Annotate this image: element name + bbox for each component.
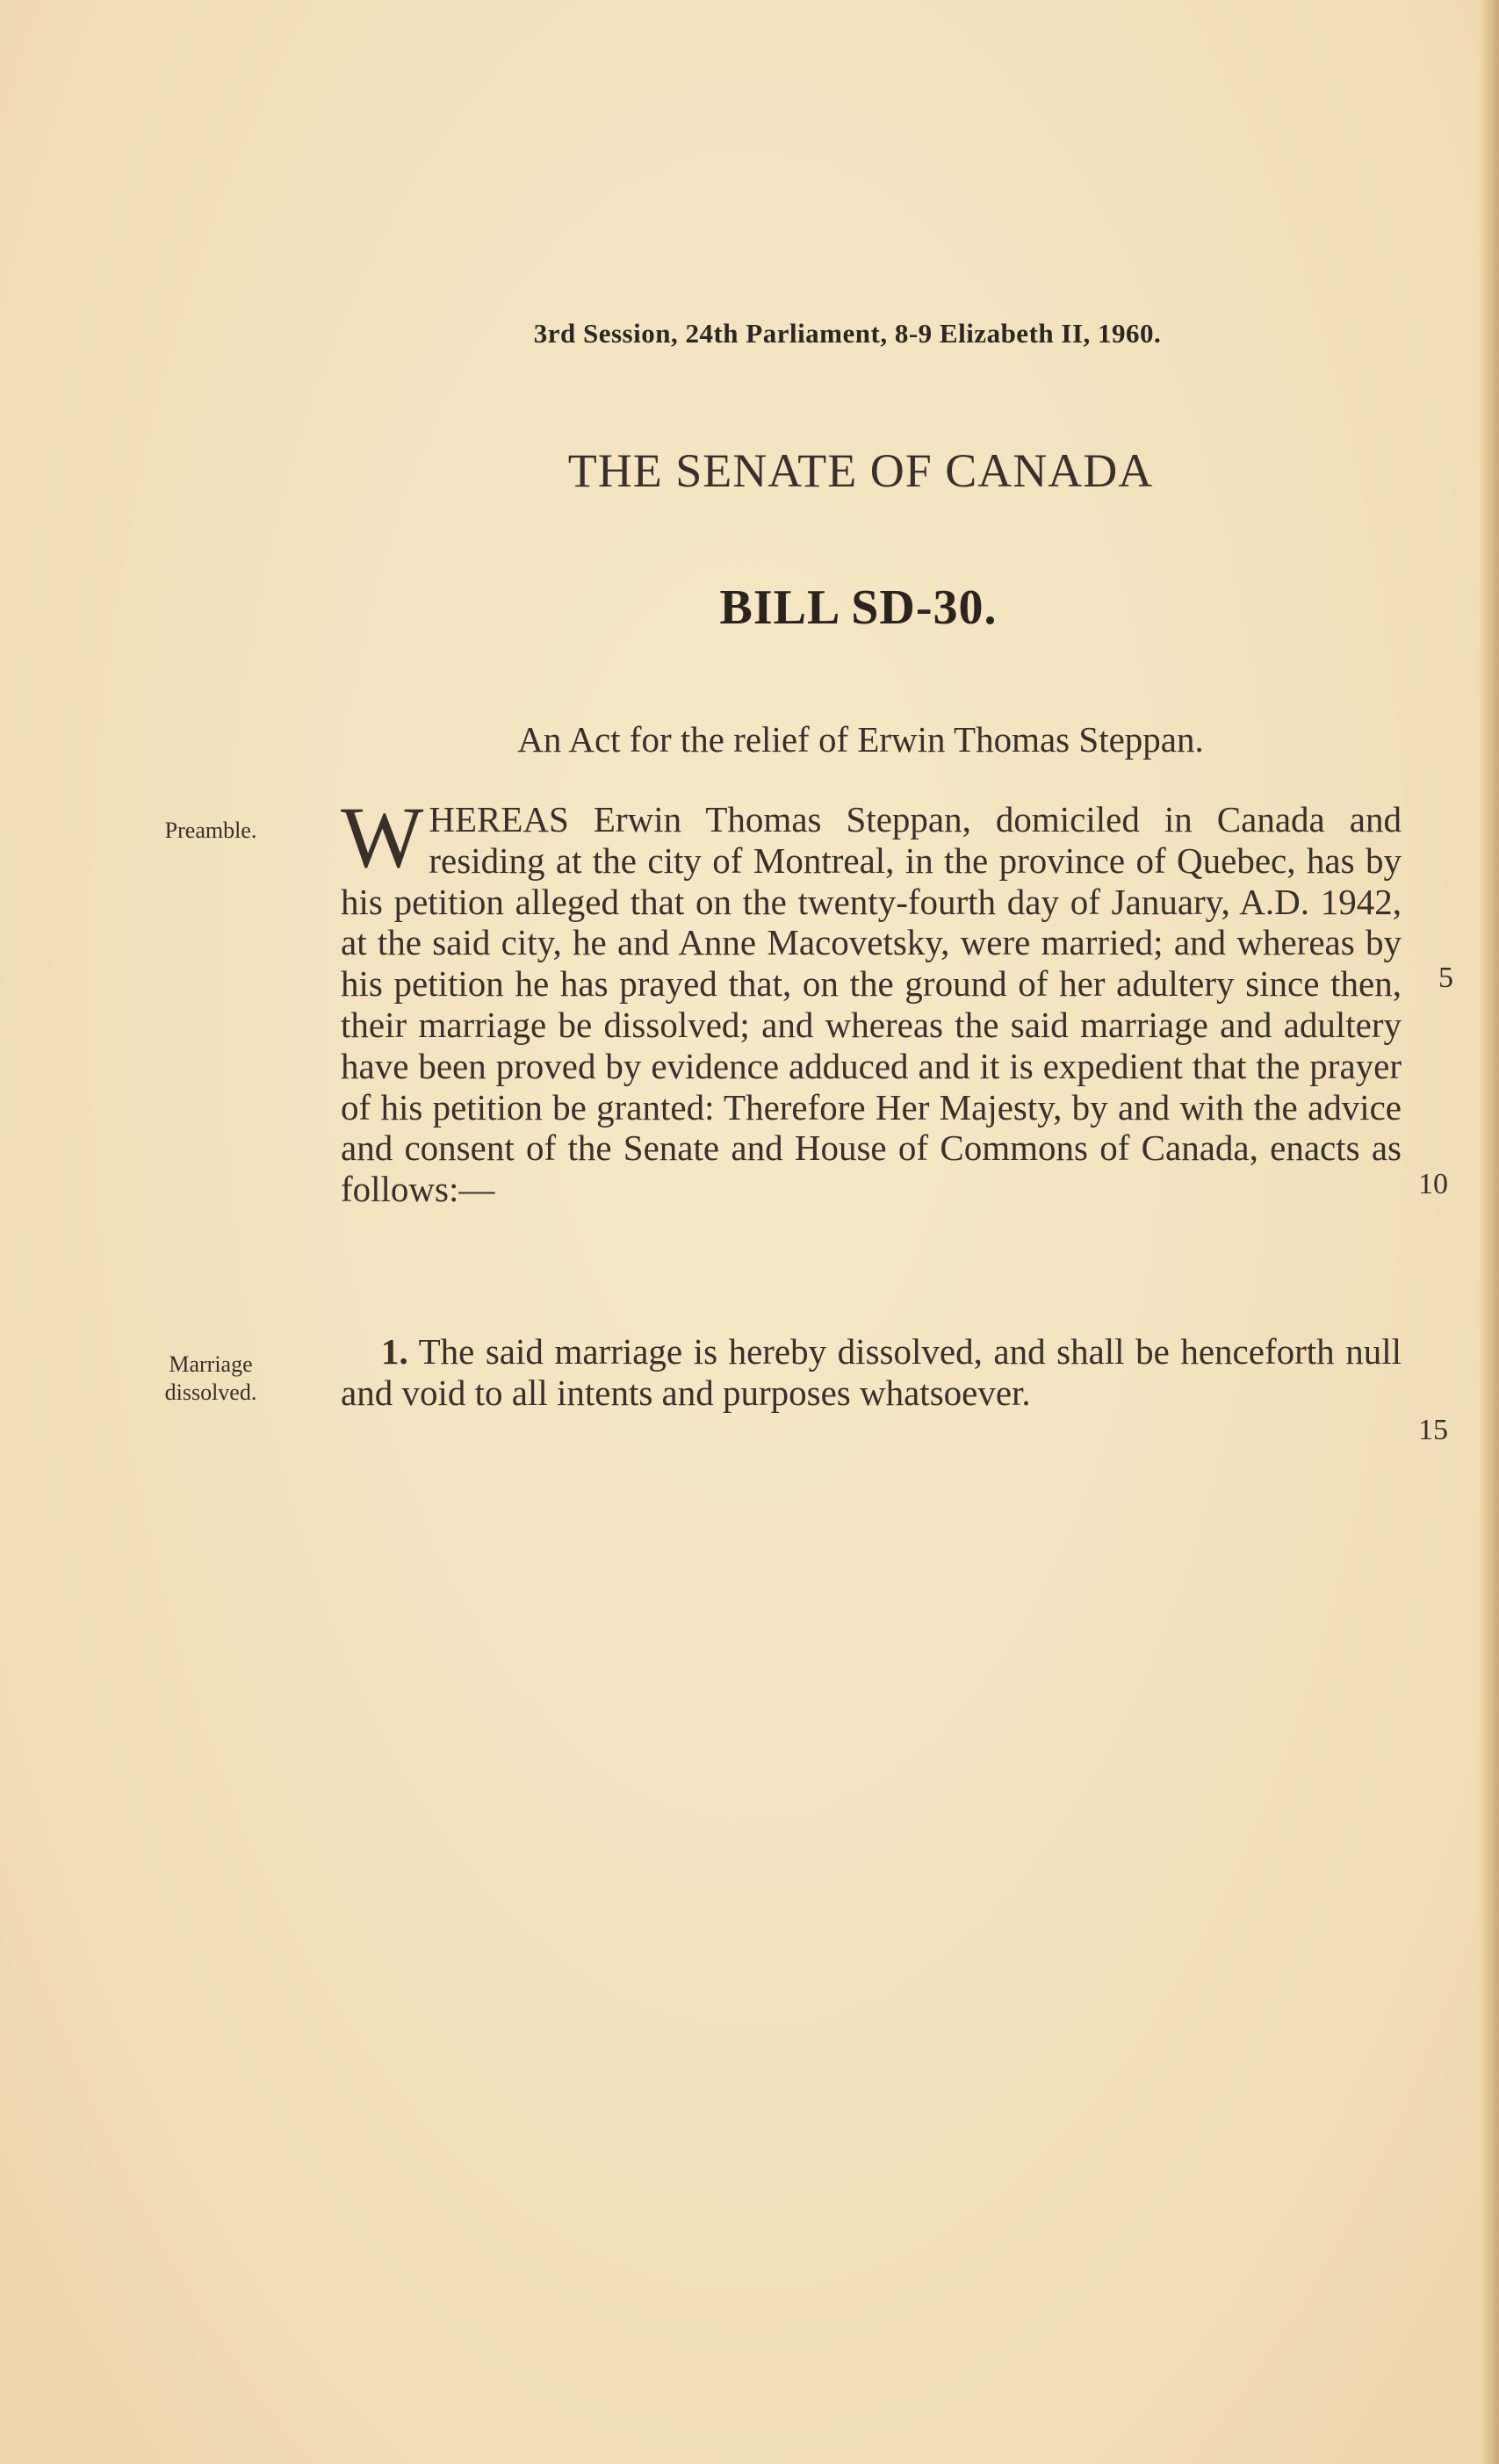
line-number-5: 5 xyxy=(1438,962,1453,994)
institution-heading: THE SENATE OF CANADA xyxy=(567,444,1154,497)
section-1-text: The said marriage is hereby dissolved, and shall be henceforth null and void to all intents and purposes whatsoever. xyxy=(341,1331,1402,1413)
preamble-paragraph xyxy=(341,789,1402,1210)
line-number-15: 15 xyxy=(1418,1414,1448,1446)
preamble-text: HEREAS Erwin Thomas Steppan, domiciled in Canada and residing at the city of Montreal, in the province of Quebec, has by his petition alleged that on the twenty-fourth day of January, A.D. 1942, at the said city, he and Anne Macovetsky, were married; and whereas by his petition he has prayed that, on the ground of her adultery since then, their marriage be dissolved; and whereas the said marriage and adultery have been proved by evidence adduced and it is expedient that the prayer of his petition be granted: Therefore Her Majesty, by and with the advice and consent of the Senate and House of Commons of Canada, enacts as follows:— xyxy=(341,799,1402,1210)
line-number-10: 10 xyxy=(1418,1168,1448,1200)
section-1-paragraph xyxy=(341,1331,1402,1414)
session-line: 3rd Session, 24th Parliament, 8-9 Elizabeth II, 1960. xyxy=(533,318,1162,349)
page-edge xyxy=(1480,0,1499,2464)
bill-number: BILL SD-30. xyxy=(719,580,998,635)
section-1-margin-note xyxy=(132,1351,290,1407)
margin-note-line-2: dissolved. xyxy=(164,1380,257,1405)
preamble-margin-note: Preamble. xyxy=(164,818,257,843)
margin-note-line-1: Marriage xyxy=(169,1351,253,1377)
act-title: An Act for the relief of Erwin Thomas Steppan. xyxy=(517,719,1204,760)
section-number: 1. xyxy=(381,1331,408,1372)
drop-cap: W xyxy=(341,789,424,886)
